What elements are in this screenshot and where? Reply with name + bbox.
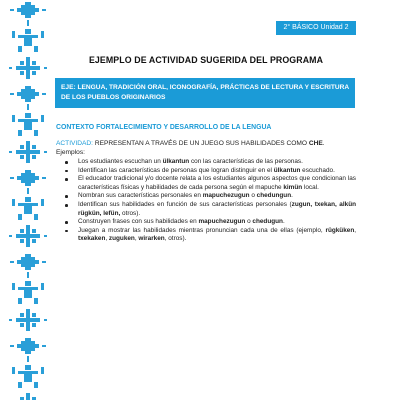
bullet-text: Identifican sus habilidades en función de sus características personales ( [78,200,292,208]
bullet-term: rügküken [325,226,355,234]
axis-text: EJE: LENGUA, TRADICIÓN ORAL, ICONOGRAFÍA, PRÁCTICAS DE LECTURA Y ESCRITURA DE LOS PUEBLOS ORIGINARIOS [61,84,349,101]
bullet-text: Identifican las características de personas que logran distinguir en el [78,166,274,174]
bullet-term: zugun, txekan, alkün rügkün, lefün, [78,200,357,217]
bullet-text: . [291,192,293,200]
bullet-term: chedungun [256,192,292,200]
bullet-term: chedugun [252,218,283,226]
bullet-text: Nombran sus características personales en [78,192,203,200]
bullet-text: Los estudiantes escuchan un [78,158,163,165]
activity-word: CHE [308,140,323,147]
bullet-text: escuchado. [300,166,335,174]
list-item [62,201,356,218]
bullet-text: , [105,235,109,243]
bullet-term: mapuchezugun [202,192,250,200]
activity-text: REPRESENTAN A TRAVÉS DE UN JUEGO SUS HABILIDADES COMO [93,140,309,147]
activity-line [56,140,356,147]
activity-end: . [322,140,325,147]
bullet-term: txekaken [78,235,106,243]
list-item [62,167,356,176]
bullet-term: wirarken [138,235,165,243]
list-item [62,192,356,201]
examples-list [62,158,356,244]
list-item [62,175,356,192]
bullet-text: , otros). [164,235,187,243]
bullet-text: . [282,218,285,226]
bullet-term: ülkantun [273,166,301,174]
bullet-text: local. [302,183,319,191]
bullet-term: mapuchezugun [198,218,246,226]
bullet-term: zuguken [108,235,135,243]
bullet-text: El educador tradicional y/o docente relata a los estudiantes algunos aspectos que condicionan las características físicas y habilidades de cada persona según el mapuche [78,175,356,191]
bullet-text: Juegan a mostrar las habilidades mientras pronuncian cada una de ellas (ejemplo, [78,226,326,234]
examples-label: Ejemplos: [56,149,85,156]
activity-label: ACTIVIDAD: [56,140,94,147]
list-item [62,158,356,167]
bullet-term: ülkantun [162,158,190,165]
page-title: EJEMPLO DE ACTIVIDAD SUGERIDA DEL PROGRAMA [88,55,324,65]
bullet-text: , [354,226,356,234]
mapuche-textile-pattern-icon [6,0,50,400]
bullet-text: , [134,235,139,243]
context-heading: CONTEXTO FORTALECIMIENTO Y DESARROLLO DE LA LENGUA [56,124,272,131]
bullet-text: con las características de las personas. [189,158,303,165]
bullet-text: Construyen frases con sus habilidades en [78,218,199,226]
bullet-text: o [245,218,253,226]
list-item [62,218,356,227]
list-item [62,227,356,244]
axis-banner [55,78,355,108]
bullet-term: kimün [283,183,303,191]
bullet-text: otros). [120,209,141,217]
grade-unit-tab: 2° BÁSICO Unidad 2 [276,21,356,35]
bullet-text: o [249,192,257,200]
